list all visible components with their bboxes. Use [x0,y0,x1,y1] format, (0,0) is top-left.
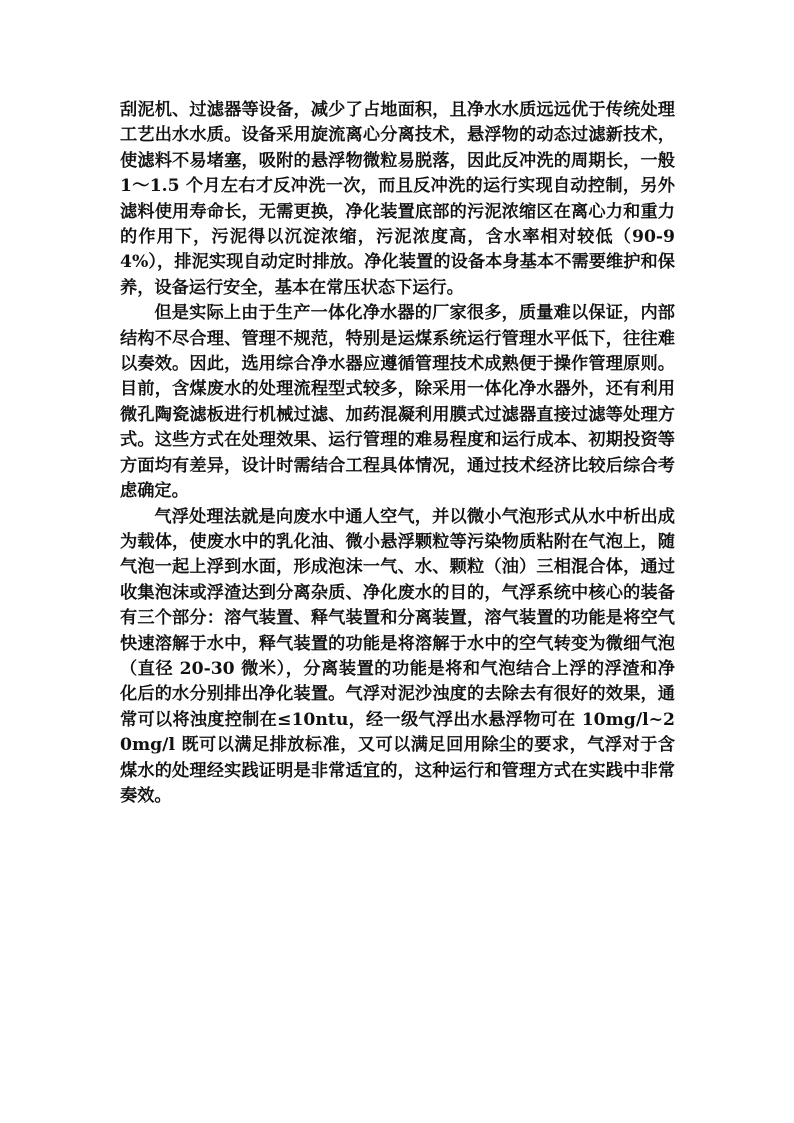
paragraph-1: 刮泥机、过滤器等设备，减少了占地面积，且净水水质远远优于传统处理工艺出水水质。设备采用旋流离心分离技术，悬浮物的动态过滤新技术，使滤料不易堵塞，吸附的悬浮物微粒易脱落，因此反冲洗的周期长，一般 1～1.5 个月左右才反冲洗一次，而且反冲洗的运行实现自动控制，另外滤料使用寿命长，无需更换，净化装置底部的污泥浓缩区在离心力和重力的作用下，污泥得以沉淀浓缩，污泥浓度高，含水率相对较低（90-94%），排泥实现自动定时排放。净化装置的设备本身基本不需要维护和保养，设备运行安全，基本在常压状态下运行。 [120,100,675,298]
paragraph-3: 气浮处理法就是向废水中通人空气，并以微小气泡形式从水中析出成为载体，使废水中的乳化油、微小悬浮颗粒等污染物质粘附在气泡上，随气泡一起上浮到水面，形成泡沫一气、水、颗粒（油）三相混合体，通过收集泡沫或浮渣达到分离杂质、净化废水的目的，气浮系统中核心的装备有三个部分：溶气装置、释气装置和分离装置，溶气装置的功能是将空气快速溶解于水中，释气装置的功能是将溶解于水中的空气转变为微细气泡（直径 20-30 微米），分离装置的功能是将和气泡结合上浮的浮渣和净化后的水分别排出净化装置。气浮对泥沙浊度的去除去有很好的效果，通常可以将浊度控制在≤10ntu，经一级气浮出水悬浮物可在 10mg/l~20mg/l 既可以满足排放标准，又可以满足回用除尘的要求，气浮对于含煤水的处理经实践证明是非常适宜的，这种运行和管理方式在实践中非常奏效。 [120,506,675,806]
document-page [120,98,675,809]
paragraph-2: 但是实际上由于生产一体化净水器的厂家很多，质量难以保证，内部结构不尽合理、管理不规范，特别是运煤系统运行管理水平低下，往往难以奏效。因此，选用综合净水器应遵循管理技术成熟便于操作管理原则。目前，含煤废水的处理流程型式较多，除采用一体化净水器外，还有利用微孔陶瓷滤板进行机械过滤、加药混凝利用膜式过滤器直接过滤等处理方式。这些方式在处理效果、运行管理的难易程度和运行成本、初期投资等方面均有差异，设计时需结合工程具体情况，通过技术经济比较后综合考虑确定。 [120,303,675,502]
